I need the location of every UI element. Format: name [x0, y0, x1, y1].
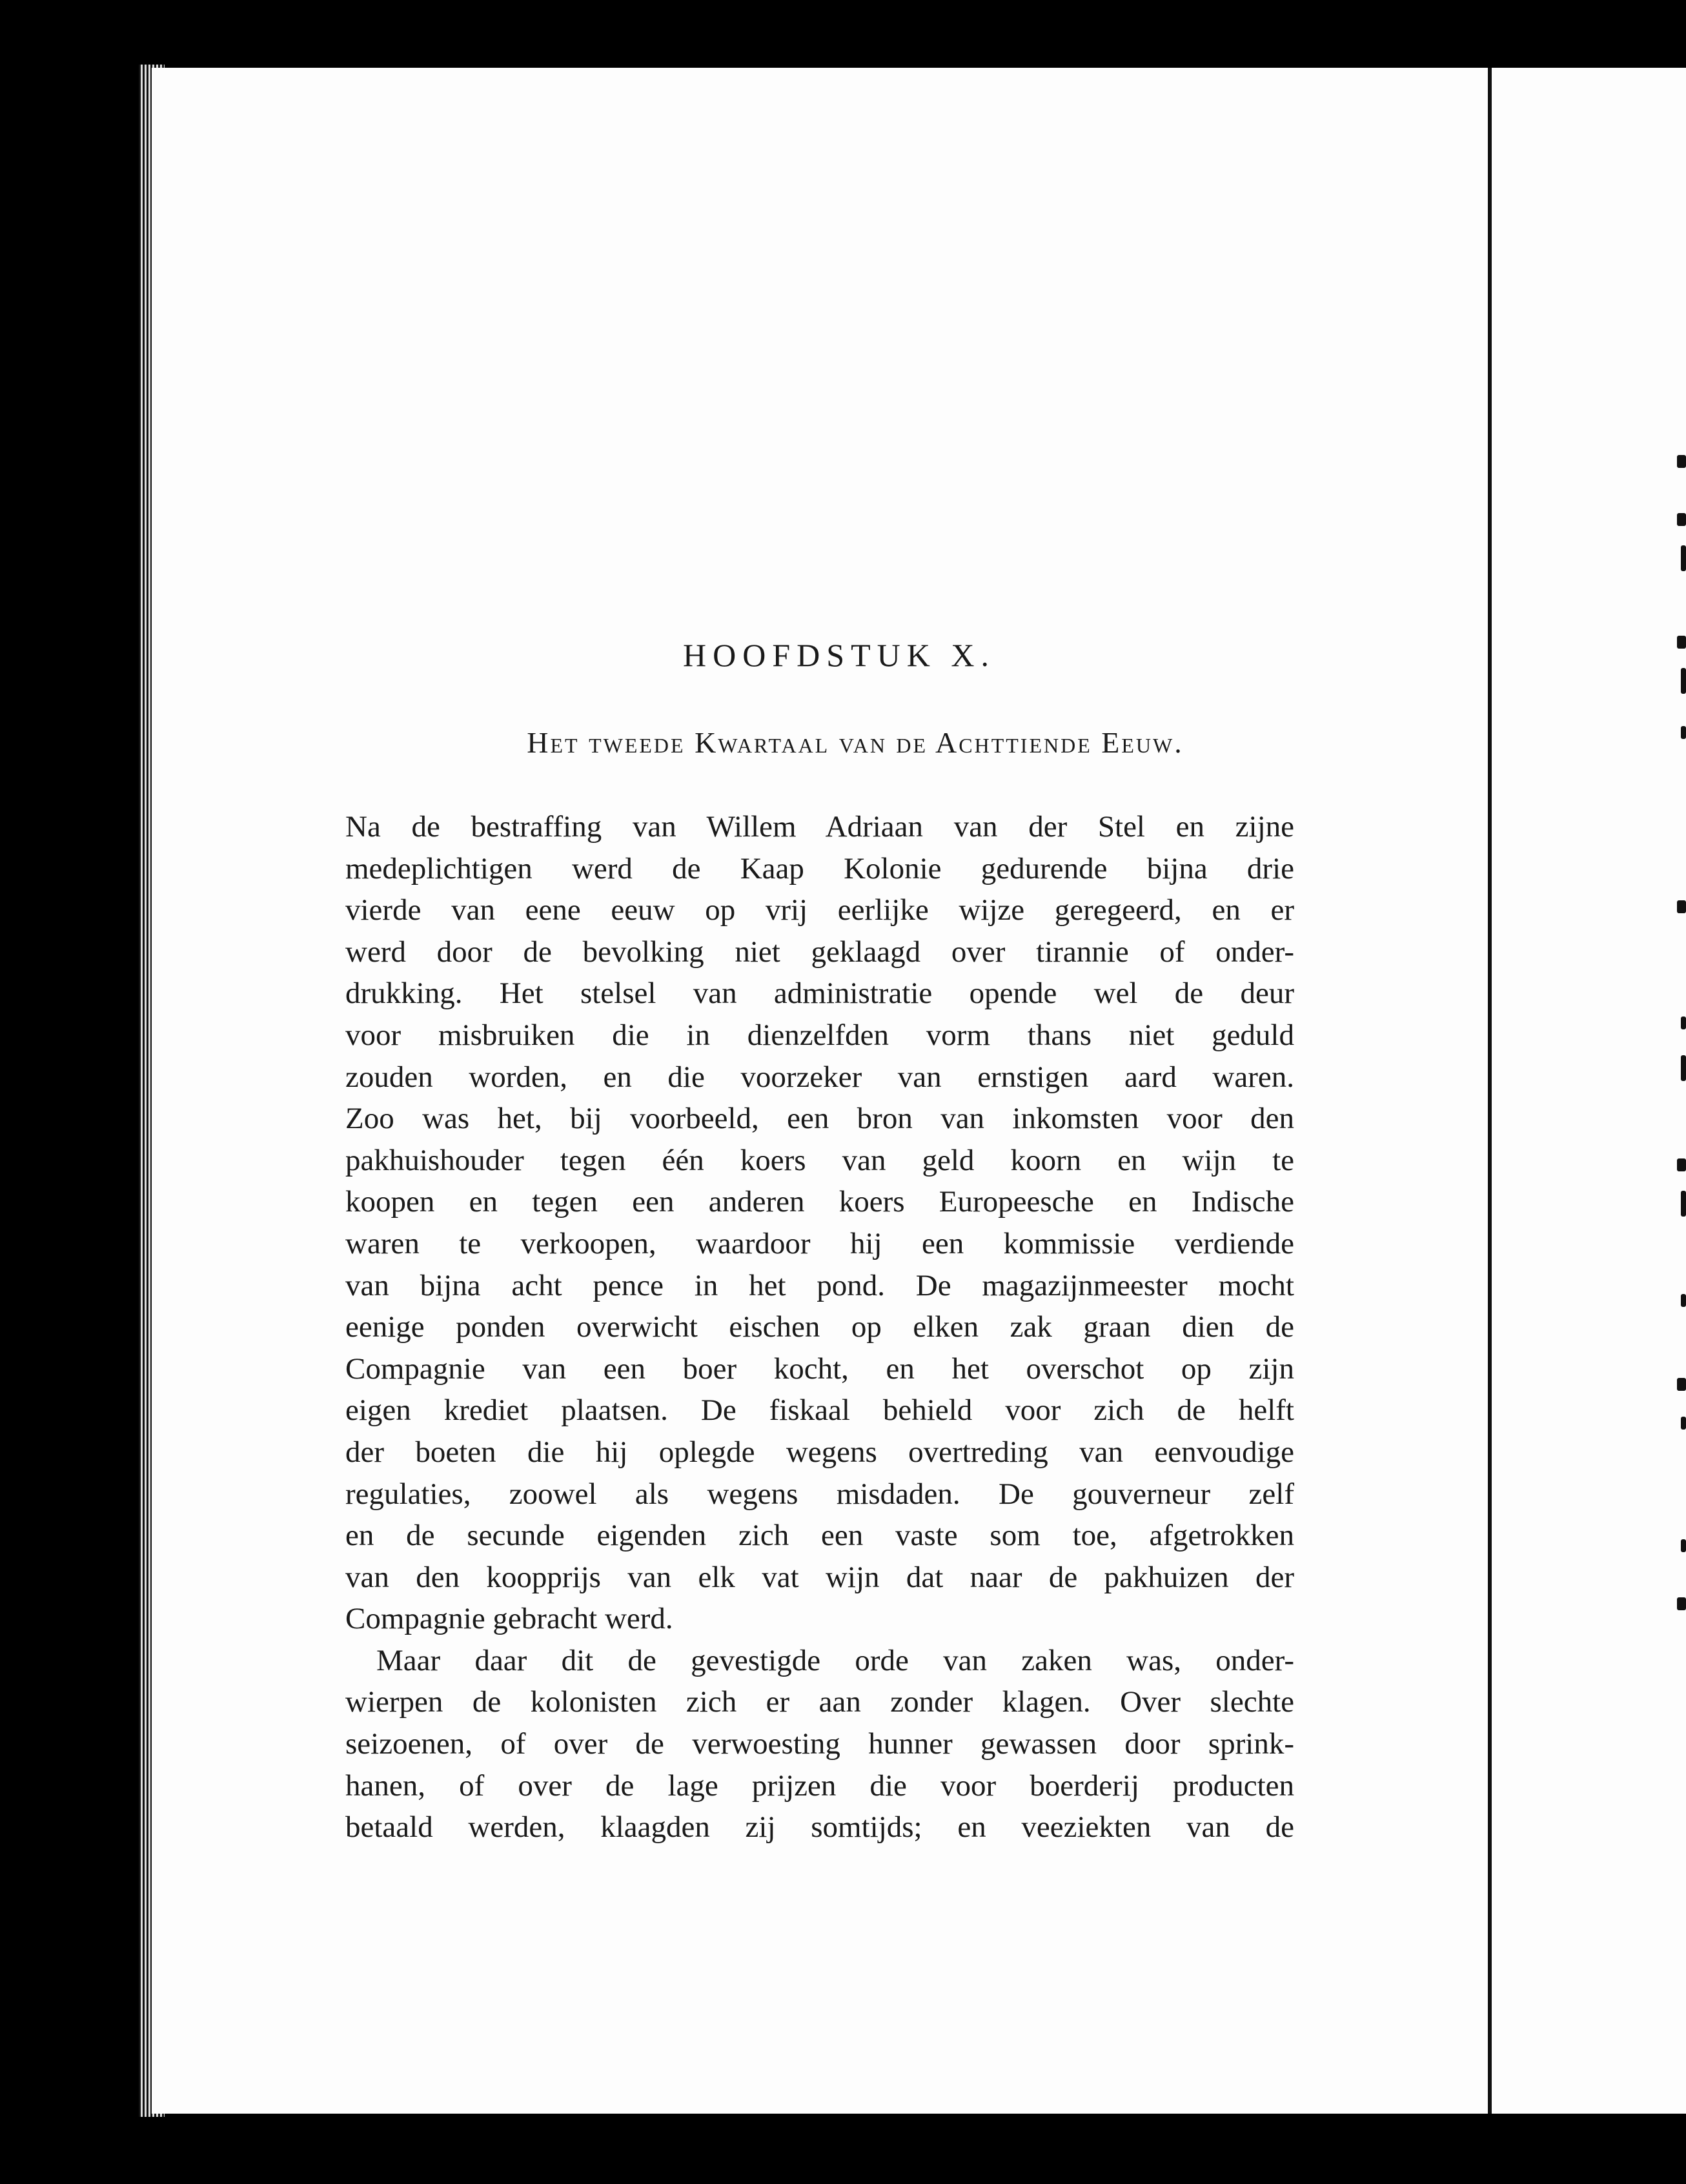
text-line: eigen krediet plaatsen. De fiskaal behield voor zich de helft — [345, 1393, 1294, 1428]
text-line: van bijna acht pence in het pond. De magazijnmeester mocht — [345, 1268, 1294, 1302]
text-line: werd door de bevolking niet geklaagd over tirannie of onder- — [345, 935, 1294, 969]
text-line: medeplichtigen werd de Kaap Kolonie gedurende bijna drie — [345, 851, 1294, 885]
adjacent-text-fragment — [1677, 513, 1686, 526]
text-line: vierde van eene eeuw op vrij eerlijke wijze geregeerd, en er — [345, 893, 1294, 927]
scan-top-mark — [645, 0, 839, 12]
adjacent-text-fragment — [1681, 668, 1686, 694]
text-line: betaald werden, klaagden zij somtijds; en veeziekten van de — [345, 1810, 1294, 1845]
text-line: Maar daar dit de gevestigde orde van zaken was, onder- — [376, 1643, 1294, 1677]
paragraph-1 — [345, 806, 1294, 1640]
adjacent-text-fragment — [1681, 1294, 1686, 1307]
text-line: voor misbruiken die in dienzelfden vorm thans niet geduld — [345, 1018, 1294, 1052]
text-line: der boeten die hij oplegde wegens overtreding van eenvoudige — [345, 1435, 1294, 1469]
text-line: seizoenen, of over de verwoesting hunner gewassen door sprink- — [345, 1727, 1294, 1761]
adjacent-text-fragment — [1677, 1597, 1686, 1610]
adjacent-text-fragment — [1681, 1055, 1686, 1081]
chapter-text — [345, 636, 1294, 1848]
book-spine-shadow — [0, 0, 148, 2184]
adjacent-text-fragment — [1677, 1378, 1686, 1391]
paragraph-2 — [345, 1640, 1294, 1848]
text-line: zouden worden, en die voorzeker van ernstigen aard waren. — [345, 1060, 1294, 1094]
chapter-subtitle: Het tweede Kwartaal van de Achttiende Eeuw. — [527, 726, 1184, 759]
adjacent-text-fragment — [1677, 636, 1686, 649]
text-line: hanen, of over de lage prijzen die voor boerderij producten — [345, 1768, 1294, 1803]
text-line: waren te verkoopen, waardoor hij een kommissie verdiende — [345, 1226, 1294, 1260]
text-line: drukking. Het stelsel van administratie opende wel de deur — [345, 976, 1294, 1011]
text-line: eenige ponden overwicht eischen op elken zak graan dien de — [345, 1310, 1294, 1344]
adjacent-page-fragment — [1492, 68, 1686, 2114]
adjacent-text-fragment — [1677, 1158, 1686, 1171]
text-line: van den koopprijs van elk vat wijn dat naar de pakhuizen der — [345, 1560, 1294, 1594]
chapter-title: HOOFDSTUK X. — [683, 637, 995, 673]
text-line: wierpen de kolonisten zich er aan zonder klagen. Over slechte — [345, 1685, 1294, 1719]
text-line: Compagnie van een boer kocht, en het overschot op zijn — [345, 1351, 1294, 1386]
text-line: regulaties, zoowel als wegens misdaden. De gouverneur zelf — [345, 1477, 1294, 1511]
text-line: Na de bestraffing van Willem Adriaan van der Stel en zijne — [345, 810, 1294, 844]
text-line: Zoo was het, bij voorbeeld, een bron van inkomsten voor den — [345, 1102, 1294, 1136]
adjacent-text-fragment — [1681, 1539, 1686, 1552]
adjacent-text-fragment — [1681, 1191, 1686, 1217]
text-line: koopen en tegen een anderen koers Europeesche en Indische — [345, 1185, 1294, 1219]
text-line: Compagnie gebracht werd. — [345, 1602, 673, 1636]
adjacent-text-fragment — [1677, 455, 1686, 468]
adjacent-text-fragment — [1681, 726, 1686, 739]
adjacent-text-fragment — [1677, 900, 1686, 913]
text-line: pakhuishouder tegen één koers van geld koorn en wijn te — [345, 1143, 1294, 1177]
text-line: en de secunde eigenden zich een vaste som toe, afgetrokken — [345, 1519, 1294, 1553]
adjacent-text-fragment — [1681, 1016, 1686, 1029]
adjacent-text-fragment — [1681, 545, 1686, 571]
adjacent-text-fragment — [1681, 1417, 1686, 1430]
